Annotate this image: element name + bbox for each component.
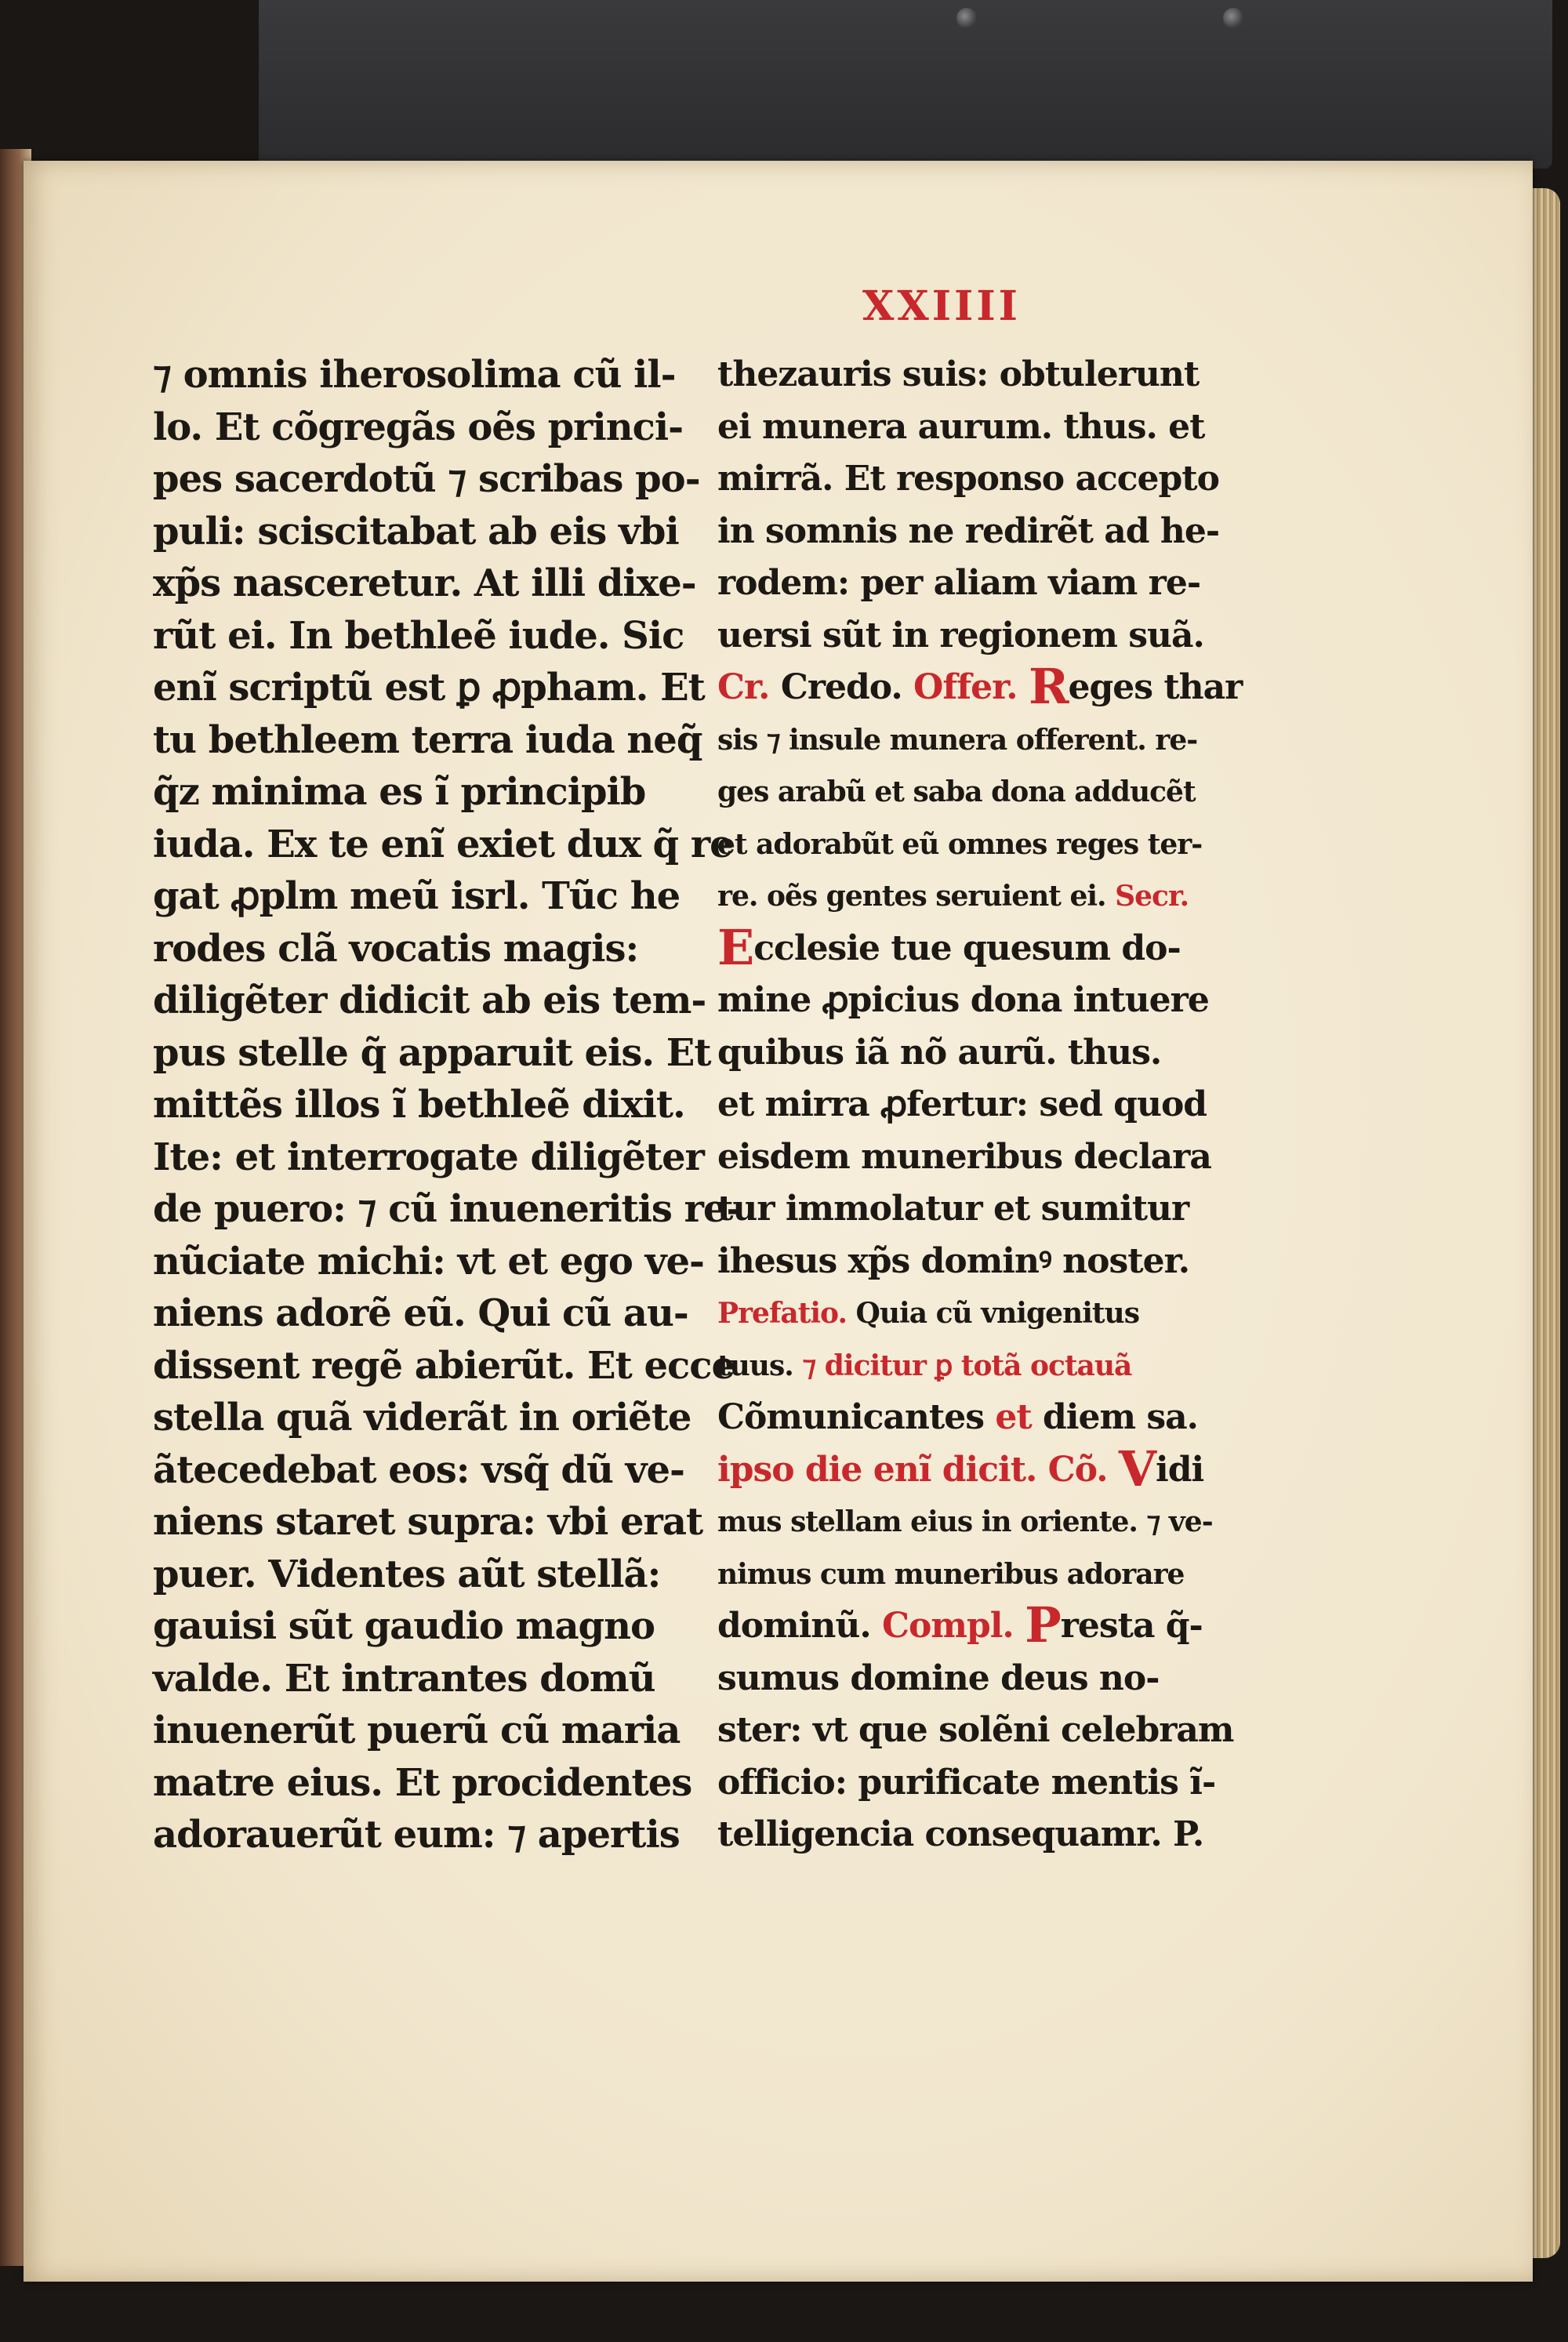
text-line (717, 401, 1203, 454)
initial-letter: R (1028, 658, 1069, 715)
text-line (717, 506, 1220, 558)
rubric-text: ipso die enĩ dicit. Cõ. (717, 1449, 1119, 1490)
text-line: stella quã viderãt in oriẽte (153, 1396, 691, 1440)
text-span: tur immolatur et sumitur (717, 1189, 1189, 1229)
text-line (717, 819, 1203, 871)
text-line (717, 714, 1203, 767)
text-span: sumus domine deus no- (717, 1658, 1160, 1698)
text-span: mirrã. Et responso accepto (717, 459, 1219, 499)
text-span: eges thar (1068, 667, 1243, 707)
left-text-column (153, 349, 742, 1861)
initial-letter: P (1025, 1596, 1061, 1654)
text-span: nimus cum muneribus adorare (717, 1557, 1185, 1591)
text-line: puer. Videntes aũt stellã: (153, 1552, 661, 1596)
rubric-text: Prefatio. (717, 1297, 856, 1330)
text-span: thezauris suis: obtulerunt (717, 354, 1200, 394)
text-line (717, 1596, 1203, 1654)
text-span: rodem: per aliam viam re- (717, 563, 1201, 603)
text-line (717, 1705, 1234, 1757)
text-line: pus stelle q̃ apparuit eis. Et (153, 1030, 711, 1075)
text-line (717, 610, 1203, 663)
text-line (717, 1549, 1203, 1601)
rubric-text: et (995, 1397, 1032, 1437)
right-text-column (717, 349, 1243, 1861)
rubric-text: Secr. (1115, 880, 1189, 913)
text-line: pes sacerdotũ ⁊ scribas po- (153, 457, 700, 501)
text-line: diligẽter didicit ab eis tem- (153, 979, 706, 1022)
text-span: Credo. (780, 667, 913, 707)
text-line: niens adorẽ eũ. Qui cũ au- (153, 1291, 688, 1335)
text-line (717, 658, 1243, 715)
initial-letter: V (1118, 1440, 1156, 1498)
text-span: ges arabũ et saba dona adducẽt (717, 775, 1196, 808)
text-line (717, 1183, 1203, 1236)
text-line (717, 1287, 1203, 1340)
text-line (717, 766, 1203, 819)
text-line (717, 1757, 1216, 1810)
text-line: gauisi sũt gaudio magno (153, 1604, 655, 1648)
text-span: re. oẽs gentes seruient ei. (717, 880, 1116, 913)
text-line: mittẽs illos ĩ bethleẽ dixit. (153, 1083, 685, 1127)
text-span: resta q̃- (1060, 1606, 1203, 1646)
text-line (717, 918, 1203, 976)
text-line: inuenerũt puerũ cũ maria (153, 1708, 681, 1752)
text-span: sis ⁊ insule munera offerent. re- (717, 723, 1198, 757)
text-line: lo. Et cõgregãs oẽs princi- (153, 405, 683, 449)
text-span: telligencia consequamr. P. (717, 1814, 1204, 1854)
text-line (717, 1079, 1207, 1131)
text-span: officio: purificate mentis ĩ- (717, 1762, 1216, 1803)
text-line: niens staret supra: vbi erat (153, 1500, 703, 1544)
text-line: xp̃s nasceretur. At illi dixe- (153, 561, 696, 605)
text-line: adorauerũt eum: ⁊ apertis (153, 1813, 680, 1857)
text-line (717, 870, 1203, 923)
text-span: Cõmunicantes (717, 1397, 996, 1437)
rubric-text: ⁊ dicitur ꝑ totã octauã (802, 1349, 1132, 1382)
text-line: q̃z minima es ĩ principib (153, 770, 646, 814)
text-line: de puero: ⁊ cũ inueneritis re- (153, 1187, 742, 1231)
text-span: ihesus xp̃s dominꝰ noster. (717, 1240, 1190, 1281)
text-span: ei munera aurum. thus. et (717, 406, 1205, 447)
initial-letter: E (717, 918, 754, 976)
text-line: dissent regẽ abierũt. Et ecce (153, 1343, 735, 1388)
rubric-text: Cr. (717, 667, 781, 707)
text-line: iuda. Ex te enĩ exiet dux q̃ re (153, 822, 733, 866)
text-span: Quia cũ vnigenitus (855, 1297, 1139, 1330)
text-line (717, 1440, 1204, 1498)
rubric-text: Compl. (882, 1606, 1025, 1646)
text-line: gat ꝓplm meũ isrl. Tũc he (153, 874, 681, 918)
text-line (717, 1809, 1203, 1861)
text-span: quibus iã nõ aurũ. thus. (717, 1032, 1162, 1073)
text-line (717, 1496, 1213, 1549)
text-line (717, 1236, 1203, 1288)
text-span: dominũ. (717, 1606, 883, 1646)
text-line: puli: sciscitabat ab eis vbi (153, 509, 679, 554)
text-line (717, 1653, 1203, 1705)
text-line (717, 1340, 1203, 1392)
scanner-stand (259, 0, 1552, 169)
text-line: rodes clã vocatis magis: (153, 926, 639, 971)
text-line (717, 349, 1203, 401)
text-line: matre eius. Et procidentes (153, 1760, 692, 1805)
text-span: uersi sũt in regionem suã. (717, 615, 1204, 655)
text-line (717, 1027, 1203, 1080)
rubric-text: Offer. (913, 667, 1029, 707)
text-line: valde. Et intrantes domũ (153, 1656, 655, 1701)
text-span: in somnis ne redirẽt ad he- (717, 510, 1220, 551)
text-line (717, 557, 1203, 610)
text-line (717, 453, 1219, 506)
text-span: ster: vt que solẽni celebram (717, 1710, 1234, 1750)
text-line (717, 1131, 1211, 1184)
text-span: eisdem muneribus declara (717, 1136, 1211, 1177)
text-line: ⁊ omnis iherosolima cũ il- (153, 353, 676, 397)
text-span: mine ꝓpicius dona intuere (717, 980, 1209, 1020)
text-line: enĩ scriptũ est ꝑ ꝓpham. Et (153, 666, 705, 710)
text-span: diem sa. (1031, 1397, 1198, 1437)
text-line: Ite: et interrogate diligẽter (153, 1135, 704, 1179)
text-span: tuus. (717, 1349, 803, 1382)
text-line (717, 1392, 1203, 1444)
text-span: cclesie tue quesum dο- (753, 928, 1181, 968)
text-span: idi (1156, 1449, 1204, 1490)
text-line: nũciate michi: vt et ego ve- (153, 1239, 704, 1284)
text-line: ãtecedebat eos: vsq̃ dũ ve- (153, 1447, 684, 1492)
screw-icon (956, 8, 977, 28)
text-span: et mirra ꝓfertur: sed quod (717, 1084, 1207, 1124)
text-line (717, 975, 1209, 1027)
folio-number: XXIIII (862, 282, 1021, 330)
screw-icon (1223, 8, 1243, 28)
text-line: tu bethleem terra iuda neq̃ (153, 717, 702, 762)
text-line: rũt ei. In bethleẽ iude. Sic (153, 613, 684, 658)
text-span: mus stellam eius in oriente. ⁊ ve- (717, 1505, 1213, 1538)
text-span: et adorabũt eũ omnes reges ter- (717, 827, 1203, 861)
